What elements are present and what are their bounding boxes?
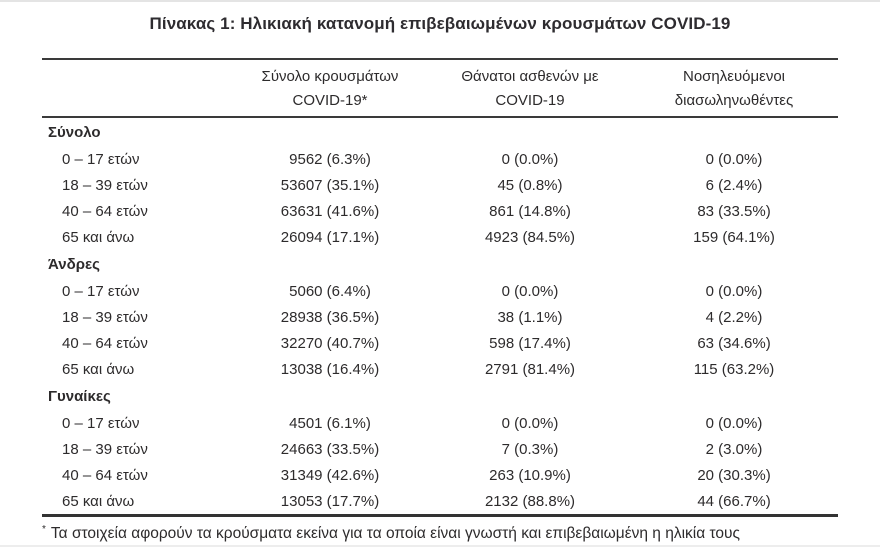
table-row [42, 146, 838, 172]
section-header-total: Σύνολο [48, 123, 101, 141]
table-row [42, 488, 838, 514]
cell-total-cases: 4501 (6.1%) [289, 414, 371, 432]
cell-deaths: 4923 (84.5%) [484, 228, 576, 246]
cell-age-group: 18 – 39 ετών [62, 440, 148, 458]
cell-age-group: 0 – 17 ετών [62, 150, 140, 168]
table-row [42, 410, 838, 436]
cell-deaths: 0 (0.0%) [501, 414, 559, 432]
cell-age-group: 0 – 17 ετών [62, 282, 140, 300]
section-header-women: Γυναίκες [48, 387, 111, 405]
cell-total-cases: 32270 (40.7%) [280, 334, 380, 352]
table-header-row [42, 60, 838, 118]
table-title: Πίνακας 1: Ηλικιακή κατανομή επιβεβαιωμένων κρουσμάτων COVID-19 [149, 14, 731, 33]
cell-total-cases: 53607 (35.1%) [280, 176, 380, 194]
cell-age-group: 18 – 39 ετών [62, 308, 148, 326]
cell-intubated: 159 (64.1%) [693, 228, 775, 246]
cell-total-cases: 13038 (16.4%) [280, 360, 380, 378]
cell-deaths: 45 (0.8%) [497, 176, 563, 194]
cell-intubated: 63 (34.6%) [697, 334, 771, 352]
cell-intubated: 4 (2.2%) [705, 308, 763, 326]
cell-intubated: 83 (33.5%) [697, 202, 771, 220]
top-edge-divider [0, 0, 880, 2]
table-row [42, 330, 838, 356]
cell-total-cases: 13053 (17.7%) [280, 492, 380, 510]
cell-deaths: 0 (0.0%) [501, 150, 559, 168]
column-header-deaths-line1: Θάνατοι ασθενών με [461, 68, 599, 85]
table-row [42, 198, 838, 224]
cell-deaths: 263 (10.9%) [489, 466, 571, 484]
table-row [42, 172, 838, 198]
table-row [42, 304, 838, 330]
column-header-intubated-line2: διασωληνωθέντες [674, 92, 794, 109]
column-header-age-group [42, 60, 230, 65]
cell-deaths: 7 (0.3%) [501, 440, 559, 458]
cell-age-group: 0 – 17 ετών [62, 414, 140, 432]
table-row [42, 436, 838, 462]
cell-total-cases: 31349 (42.6%) [280, 466, 380, 484]
cell-total-cases: 24663 (33.5%) [280, 440, 380, 458]
cell-deaths: 2132 (88.8%) [484, 492, 576, 510]
cell-age-group: 65 και άνω [62, 360, 135, 378]
cell-age-group: 40 – 64 ετών [62, 202, 148, 220]
cell-intubated: 44 (66.7%) [697, 492, 771, 510]
cell-total-cases: 28938 (36.5%) [280, 308, 380, 326]
cell-deaths: 0 (0.0%) [501, 282, 559, 300]
cell-total-cases: 63631 (41.6%) [280, 202, 380, 220]
cell-intubated: 2 (3.0%) [705, 440, 763, 458]
table-row [42, 224, 838, 250]
cell-intubated: 6 (2.4%) [705, 176, 763, 194]
cell-intubated: 0 (0.0%) [705, 282, 763, 300]
cell-deaths: 2791 (81.4%) [484, 360, 576, 378]
cell-deaths: 598 (17.4%) [489, 334, 571, 352]
column-header-intubated-line1: Νοσηλευόμενοι [682, 68, 785, 85]
cell-total-cases: 26094 (17.1%) [280, 228, 380, 246]
column-header-deaths-line2: COVID-19 [495, 92, 565, 109]
footnote-text: Τα στοιχεία αφορούν τα κρούσματα εκείνα για τα οποία είναι γνωστή και επιβεβαιωμένη η ηλικία τους [50, 525, 740, 543]
cell-deaths: 861 (14.8%) [489, 202, 571, 220]
footnote-marker: * [42, 524, 46, 535]
table-row [42, 356, 838, 382]
cell-intubated: 20 (30.3%) [697, 466, 771, 484]
cell-intubated: 0 (0.0%) [705, 414, 763, 432]
table-footnote [42, 524, 838, 543]
table-row [42, 278, 838, 304]
cell-deaths: 38 (1.1%) [497, 308, 563, 326]
column-header-total-cases-line2: COVID-19* [292, 92, 368, 109]
cell-total-cases: 5060 (6.4%) [289, 282, 371, 300]
cell-age-group: 65 και άνω [62, 228, 135, 246]
table-row [42, 462, 838, 488]
section-header-men: Άνδρες [48, 255, 100, 273]
covid-age-table [42, 58, 838, 517]
cell-age-group: 65 και άνω [62, 492, 135, 510]
cell-intubated: 0 (0.0%) [705, 150, 763, 168]
column-header-intubated [630, 60, 838, 113]
cell-total-cases: 9562 (6.3%) [289, 150, 371, 168]
cell-age-group: 40 – 64 ετών [62, 334, 148, 352]
cell-intubated: 115 (63.2%) [693, 360, 775, 378]
cell-age-group: 40 – 64 ετών [62, 466, 148, 484]
cell-age-group: 18 – 39 ετών [62, 176, 148, 194]
column-header-total-cases [230, 60, 430, 113]
column-header-total-cases-line1: Σύνολο κρουσμάτων [261, 68, 399, 85]
column-header-deaths [430, 60, 630, 113]
